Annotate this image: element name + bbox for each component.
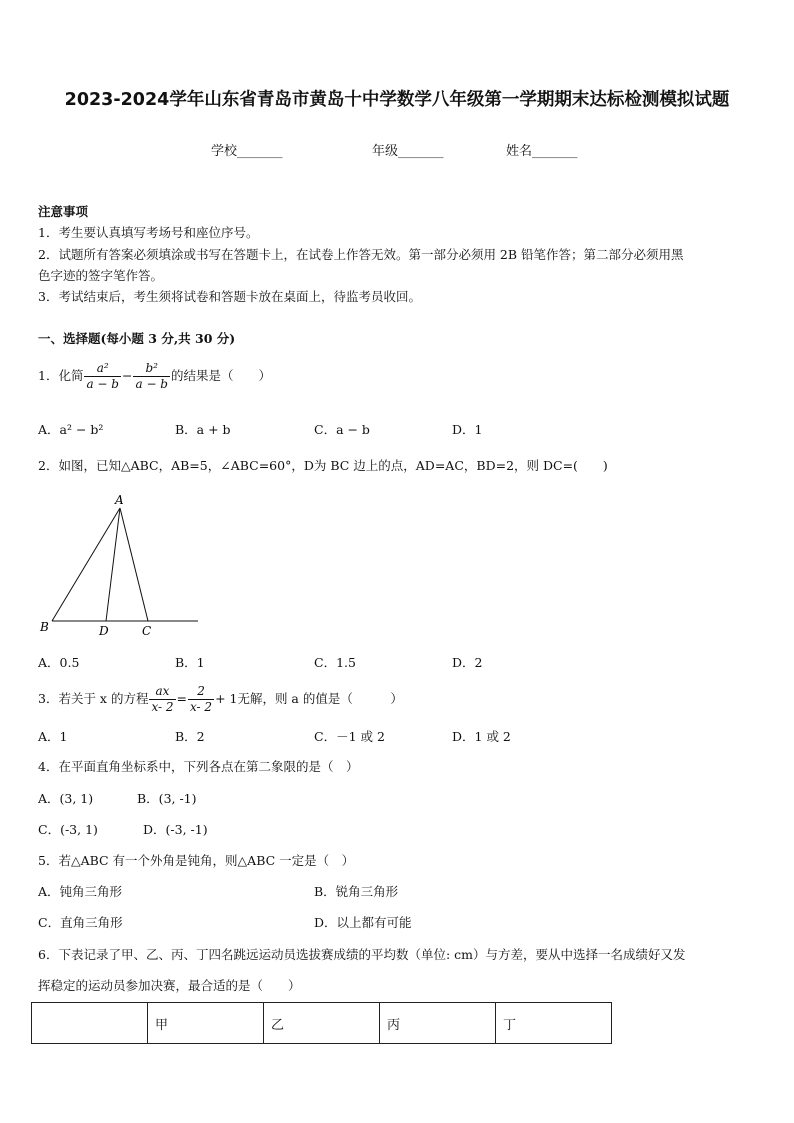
q3-equals: = bbox=[176, 691, 187, 706]
label-d: D bbox=[99, 624, 109, 638]
notice-heading: 注意事项 bbox=[38, 204, 89, 219]
q3-option-b[interactable]: B．2 bbox=[175, 729, 205, 744]
table-row bbox=[32, 1003, 612, 1044]
q4-option-c[interactable]: C．(-3, 1) bbox=[38, 822, 98, 837]
label-b: B bbox=[40, 620, 49, 634]
q1-option-b[interactable]: B．a + b bbox=[175, 422, 231, 437]
notice-item-3: 3．考试结束后，考生须将试卷和答题卡放在桌面上，待监考员收回。 bbox=[38, 289, 421, 304]
section-heading: 一、选择题(每小题 3 分,共 30 分) bbox=[38, 331, 236, 346]
notice-item-2-cont: 色字迹的签字笔作答。 bbox=[38, 268, 164, 283]
table-cell-bing: 丙 bbox=[380, 1003, 496, 1044]
q1-fraction-1: $\frac{\text{a²}}{a - b}$ bbox=[86, 361, 119, 391]
results-table bbox=[31, 1002, 612, 1044]
triangle-figure bbox=[36, 490, 206, 640]
table-cell-ding: 丁 bbox=[496, 1003, 612, 1044]
q1-option-d[interactable]: D．1 bbox=[452, 422, 483, 437]
q5-option-d[interactable]: D．以上都有可能 bbox=[314, 915, 412, 930]
page-title: 2023-2024学年山东省青岛市黄岛十中学数学八年级第一学期期末达标检测模拟试题 bbox=[64, 90, 730, 110]
table-cell-yi: 乙 bbox=[264, 1003, 380, 1044]
q3-option-d[interactable]: D．1 或 2 bbox=[452, 729, 511, 744]
question-3 bbox=[38, 682, 403, 716]
notice-item-1: 1．考生要认真填写考场号和座位序号。 bbox=[38, 225, 259, 240]
q1-fraction-2: $\frac{\text{b²}}{a - b}$ bbox=[135, 361, 168, 391]
segment-ac bbox=[120, 508, 148, 621]
question-2: 2．如图，已知△ABC，AB=5，∠ABC=60°，D为 BC 边上的点，AD=AC，BD=2，则 DC=( ) bbox=[38, 458, 608, 473]
label-c: C bbox=[142, 624, 152, 638]
label-a: A bbox=[115, 493, 124, 507]
segment-ad bbox=[106, 508, 120, 621]
question-6-cont: 挥稳定的运动员参加决赛，最合适的是（ ） bbox=[38, 978, 301, 993]
question-4: 4．在平面直角坐标系中，下列各点在第二象限的是（ ） bbox=[38, 759, 359, 774]
q3-suffix: + 1无解，则 a 的值是（ ） bbox=[215, 691, 403, 706]
name-field[interactable]: 姓名_______ bbox=[506, 144, 578, 159]
q2-option-b[interactable]: B．1 bbox=[175, 655, 205, 670]
q3-fraction-1: $\frac{ax}{x- 2}$ bbox=[151, 684, 174, 714]
q3-option-a[interactable]: A．1 bbox=[38, 729, 68, 744]
q4-option-d[interactable]: D．(-3, -1) bbox=[143, 822, 208, 837]
question-1 bbox=[38, 359, 271, 393]
q3-prefix: 3．若关于 x 的方程 bbox=[38, 691, 149, 706]
table-cell-jia: 甲 bbox=[148, 1003, 264, 1044]
q3-option-c[interactable]: C．－1 或 2 bbox=[314, 729, 385, 744]
q2-option-c[interactable]: C．1.5 bbox=[314, 655, 356, 670]
q3-fraction-2: $\frac{2}{x- 2}$ bbox=[190, 684, 213, 714]
question-5: 5．若△ABC 有一个外角是钝角，则△ABC 一定是（ ） bbox=[38, 853, 355, 868]
q4-option-a[interactable]: A．(3, 1) bbox=[38, 791, 94, 806]
q2-option-d[interactable]: D．2 bbox=[452, 655, 483, 670]
question-6: 6．下表记录了甲、乙、丙、丁四名跳远运动员选拔赛成绩的平均数（单位: cm）与方差，要从中选择一名成绩好又发 bbox=[38, 947, 686, 962]
segment-ab bbox=[52, 508, 120, 621]
q4-option-b[interactable]: B．(3, -1) bbox=[137, 791, 197, 806]
q1-option-c[interactable]: C．a − b bbox=[314, 422, 370, 437]
notice-item-2: 2．试题所有答案必须填涂或书写在答题卡上，在试卷上作答无效。第一部分必须用 2B 铅笔作答；第二部分必须用黑 bbox=[38, 247, 684, 262]
q1-minus: − bbox=[121, 368, 133, 383]
q5-option-c[interactable]: C．直角三角形 bbox=[38, 915, 123, 930]
q1-prefix: 1．化简 bbox=[38, 368, 84, 383]
school-field[interactable]: 学校_______ bbox=[211, 144, 283, 159]
q1-option-a[interactable]: A．a² − b² bbox=[38, 422, 104, 437]
q5-option-a[interactable]: A．钝角三角形 bbox=[38, 884, 123, 899]
q2-option-a[interactable]: A．0.5 bbox=[38, 655, 80, 670]
q1-suffix: 的结果是（ ） bbox=[171, 368, 272, 383]
grade-field[interactable]: 年级_______ bbox=[372, 144, 444, 159]
table-cell-empty bbox=[32, 1003, 148, 1044]
q5-option-b[interactable]: B．锐角三角形 bbox=[314, 884, 399, 899]
